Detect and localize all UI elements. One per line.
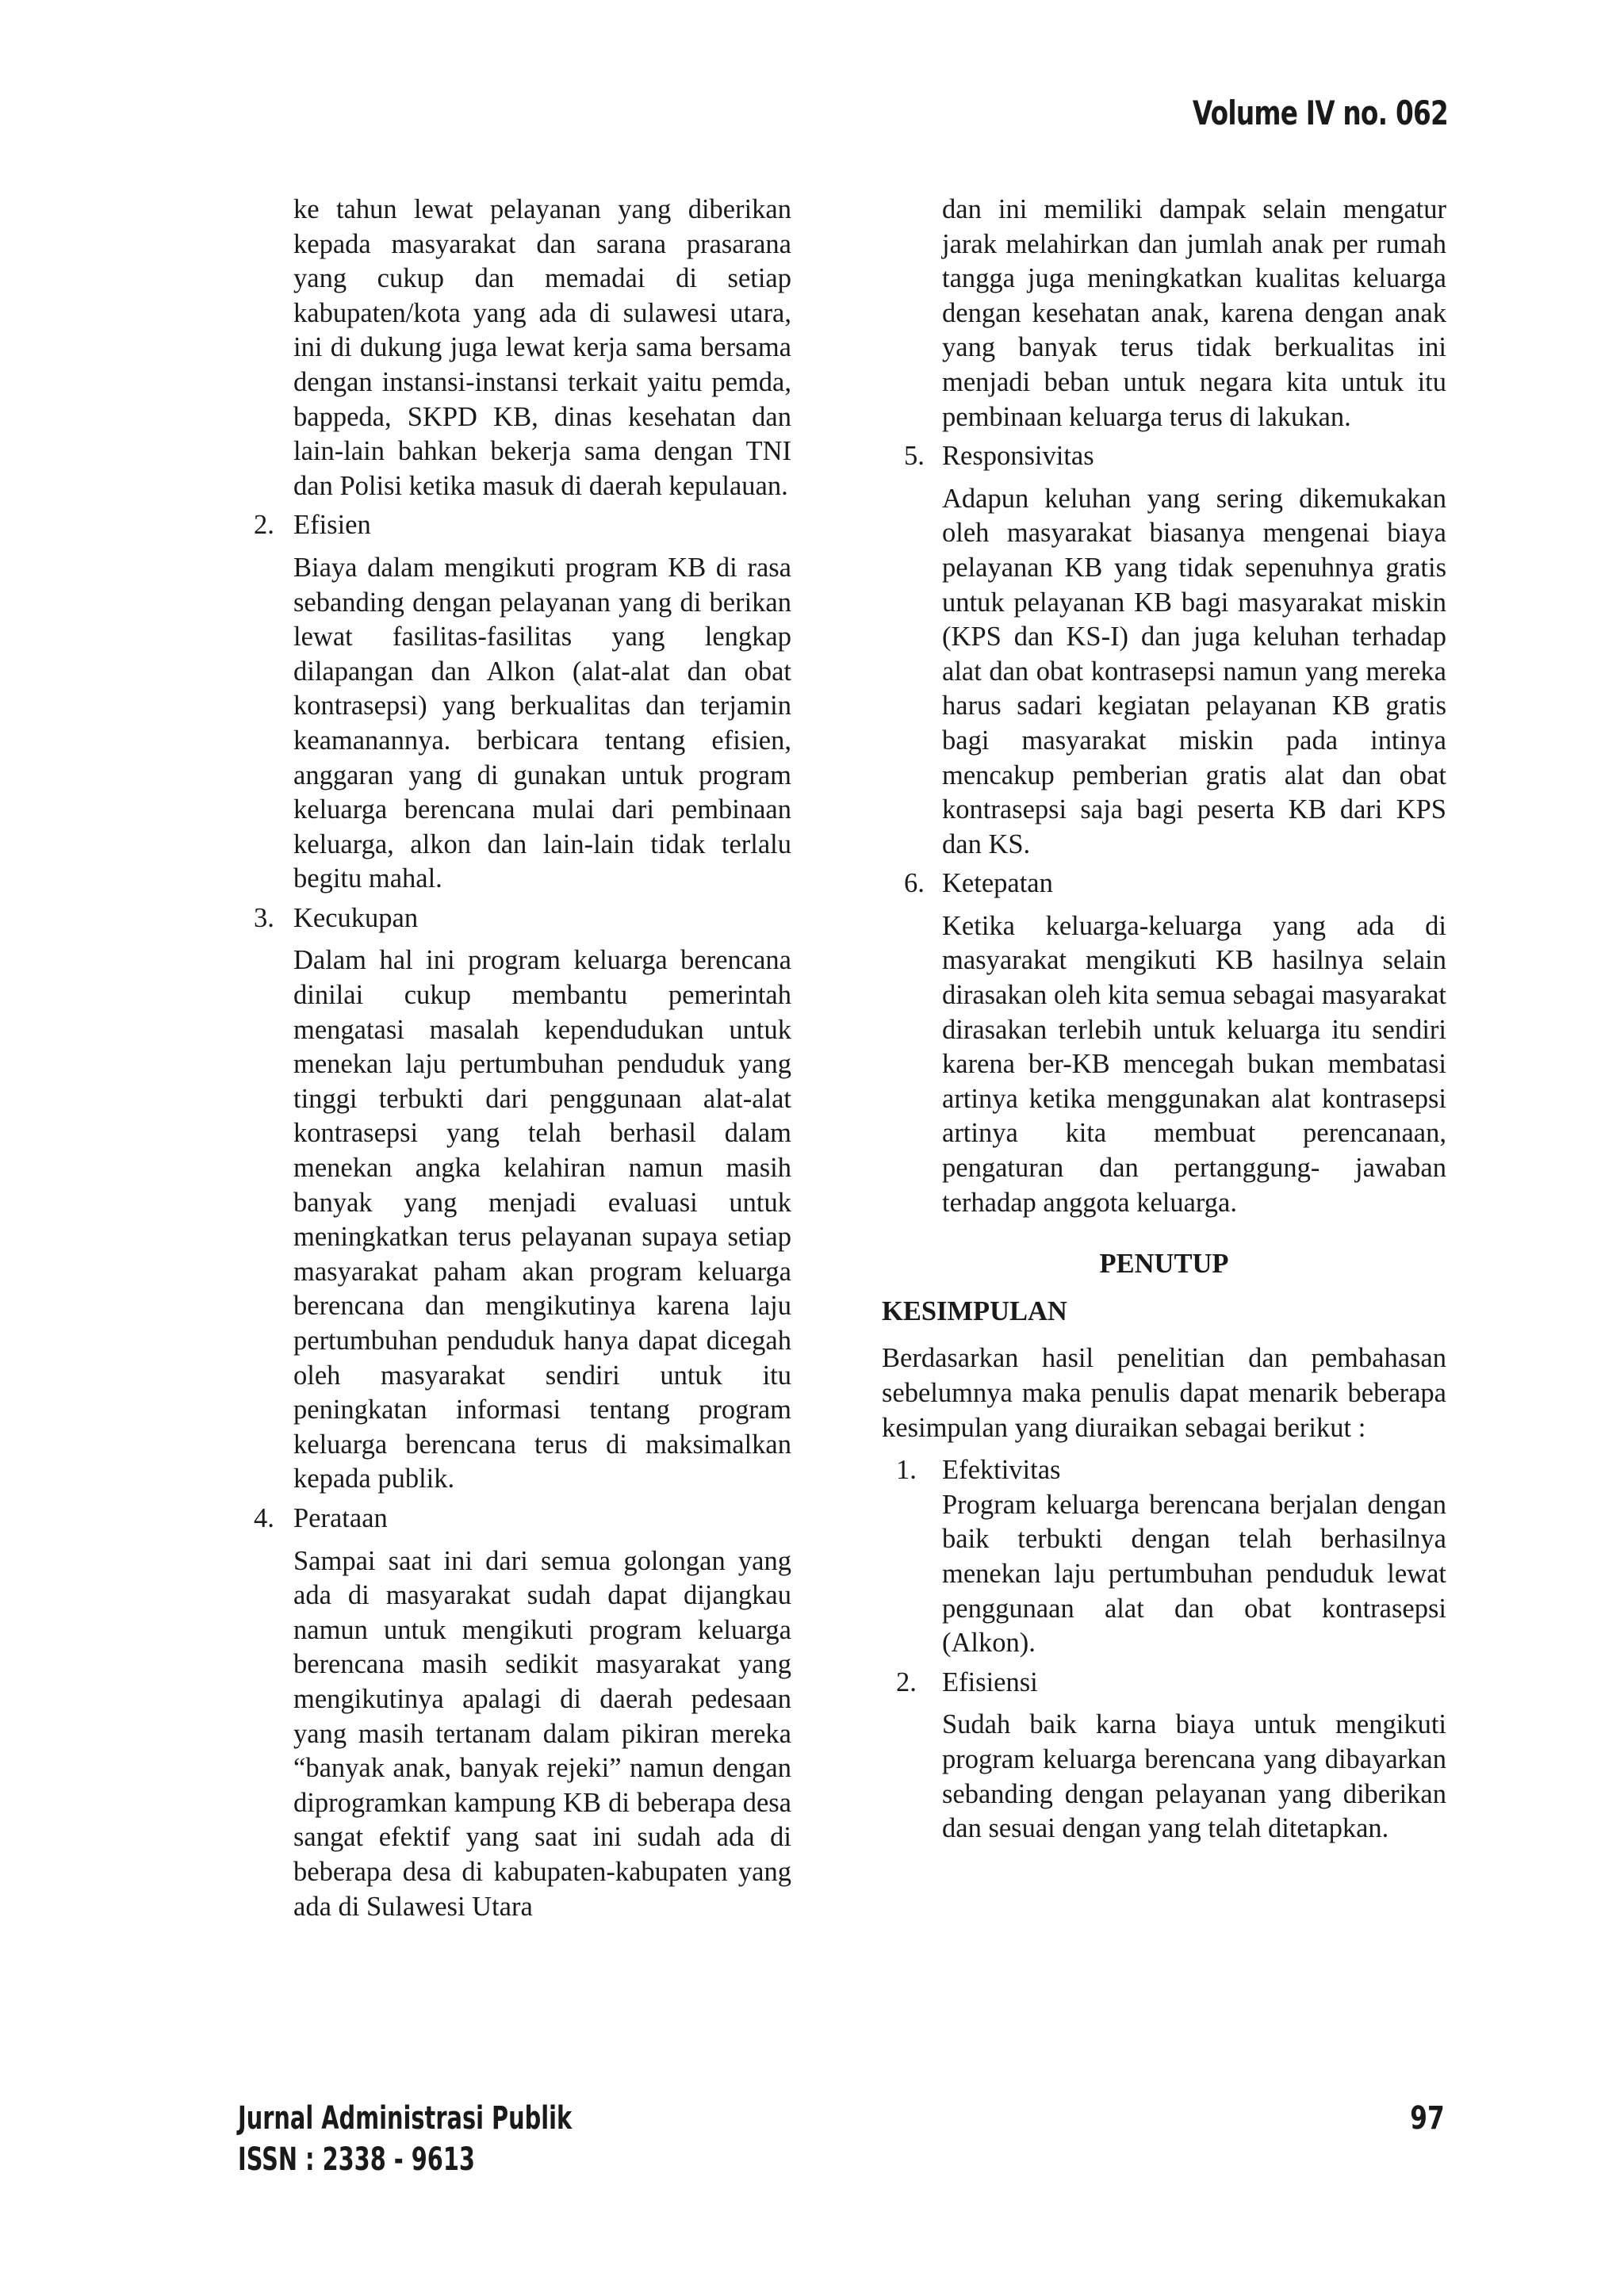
list-item-4: [238, 1502, 791, 1536]
conclusion-item-2: [882, 1666, 1446, 1701]
item-number: 2.: [254, 510, 274, 541]
item-6-text: Ketika keluarga-keluarga yang ada di masyarakat mengikuti KB hasilnya selain dirasakan oleh kita semua sebagai masyarakat dirasakan terlebih untuk keluarga itu sendiri karena ber-KB mencegah bukan membatasi artinya ketika menggunakan alat kontrasepsi artinya kita membuat perencanaan, pengaturan dan pertanggung- jawaban terhadap anggota keluarga.: [942, 910, 1446, 1218]
section-heading-penutup: PENUTUP: [1099, 1249, 1229, 1280]
item-label: Responsivitas: [942, 441, 1094, 472]
item-2-text: Biaya dalam mengikuti program KB di rasa sebanding dengan pelayanan yang di berikan lewat fasilitas-fasilitas yang lengkap dilapangan dan Alkon (alat-alat dan obat kontrasepsi) yang berkualitas dan terjamin keamanannya. berbicara tentang efisien, anggaran yang di gunakan untuk program keluarga berencana mulai dari pembinaan keluarga, alkon dan lain-lain tidak terlalu begitu mahal.: [293, 552, 791, 894]
conclusion-item-1: [882, 1453, 1446, 1488]
item-label: Efisiensi: [942, 1667, 1038, 1697]
item-number: 3.: [254, 902, 274, 933]
item-label: Efisien: [293, 510, 371, 541]
journal-footer: [238, 2098, 572, 2180]
item-number: 2.: [896, 1667, 917, 1697]
item-4-text: Sampai saat ini dari semua golongan yang ada di masyarakat sudah dapat dijangkau namun untuk mengikuti program keluarga berencana masih sedikit masyarakat yang mengikutinya apalagi di daerah pedesaan yang masih tertanam dalam pikiran mereka “banyak anak, banyak rejeki” namun dengan diprogramkan kampung KB di beberapa desa sangat efektif yang saat ini sudah ada di beberapa desa di kabupaten-kabupaten yang ada di Sulawesi Utara: [293, 1545, 791, 1922]
conclusion-1-text: Program keluarga berencana berjalan dengan baik terbukti dengan telah berhasilnya menekan laju pertumbuhan penduduk lewat penggunaan alat dan obat kontrasepsi (Alkon).: [942, 1489, 1446, 1659]
item-number: 6.: [904, 868, 925, 899]
list-item-5: [882, 439, 1446, 474]
item-label: Perataan: [293, 1502, 388, 1533]
kesimpulan-intro: Berdasarkan hasil penelitian dan pembahasan sebelumnya maka penulis dapat menarik beberapa kesimpulan yang diuraikan sebagai berikut :: [882, 1343, 1446, 1443]
item-label: Kecukupan: [293, 902, 419, 933]
item-number: 4.: [254, 1502, 274, 1533]
left-column: [238, 193, 791, 1924]
right-column: [882, 193, 1446, 1846]
item-number: 1.: [896, 1455, 917, 1486]
conclusion-2-text: Sudah baik karna biaya untuk mengikuti program keluarga berencana yang dibayarkan sebanding dengan pelayanan yang diberikan dan sesuai dengan yang telah ditetapkan.: [942, 1709, 1446, 1844]
journal-name: Jurnal Administrasi Publik: [238, 2100, 573, 2137]
item-5-text: Adapun keluhan yang sering dikemukakan oleh masyarakat biasanya mengenai biaya pelayanan KB yang tidak sepenuhnya gratis untuk pelayanan KB bagi masyarakat miskin (KPS dan KS-I) dan juga keluhan terhadap alat dan obat kontrasepsi namun yang mereka harus sadari kegiatan pelayanan KB gratis bagi masyarakat miskin pada intinya mencakup pemberian gratis alat dan obat kontrasepsi saja bagi peserta KB dari KPS dan KS.: [942, 483, 1446, 859]
item-label: Ketepatan: [942, 868, 1053, 899]
right-paragraph-continued: dan ini memiliki dampak selain mengatur jarak melahirkan dan jumlah anak per rumah tangga juga meningkatkan kualitas keluarga dengan kesehatan anak, karena dengan anak yang banyak terus tidak berkualitas ini menjadi beban untuk negara kita untuk itu pembinaan keluarga terus di lakukan.: [942, 194, 1446, 432]
left-paragraph-continued: ke tahun lewat pelayanan yang diberikan kepada masyarakat dan sarana prasarana yang cukup dan memadai di setiap kabupaten/kota yang ada di sulawesi utara, ini di dukung juga lewat kerja sama bersama dengan instansi-instansi terkait yaitu pemda, bappeda, SKPD KB, dinas kesehatan dan lain-lain bahkan bekerja sama dengan TNI dan Polisi ketika masuk di daerah kepulauan.: [293, 194, 791, 501]
page-number: 97: [1410, 2100, 1445, 2137]
journal-issn: ISSN : 2338 - 9613: [238, 2141, 475, 2178]
item-3-text: Dalam hal ini program keluarga berencana dinilai cukup membantu pemerintah mengatasi masalah kependudukan untuk menekan laju pertumbuhan penduduk yang tinggi terbukti dari penggunaan alat-alat kontrasepsi yang telah berhasil dalam menekan angka kelahiran namun masih banyak yang menjadi evaluasi untuk meningkatkan terus pelayanan supaya setiap masyarakat paham akan program keluarga berencana dan mengikutinya karena laju pertumbuhan penduduk hanya dapat dicegah oleh masyarakat sendiri untuk itu peningkatan informasi tentang program keluarga berencana terus di maksimalkan kepada publik.: [293, 945, 791, 1494]
list-item-3: [238, 901, 791, 936]
volume-header: Volume IV no. 062: [1192, 94, 1448, 132]
list-item-2: [238, 508, 791, 543]
item-label: Efektivitas: [942, 1455, 1061, 1486]
list-item-6: [882, 867, 1446, 901]
item-number: 5.: [904, 441, 925, 472]
subsection-heading-kesimpulan: KESIMPULAN: [882, 1295, 1067, 1326]
